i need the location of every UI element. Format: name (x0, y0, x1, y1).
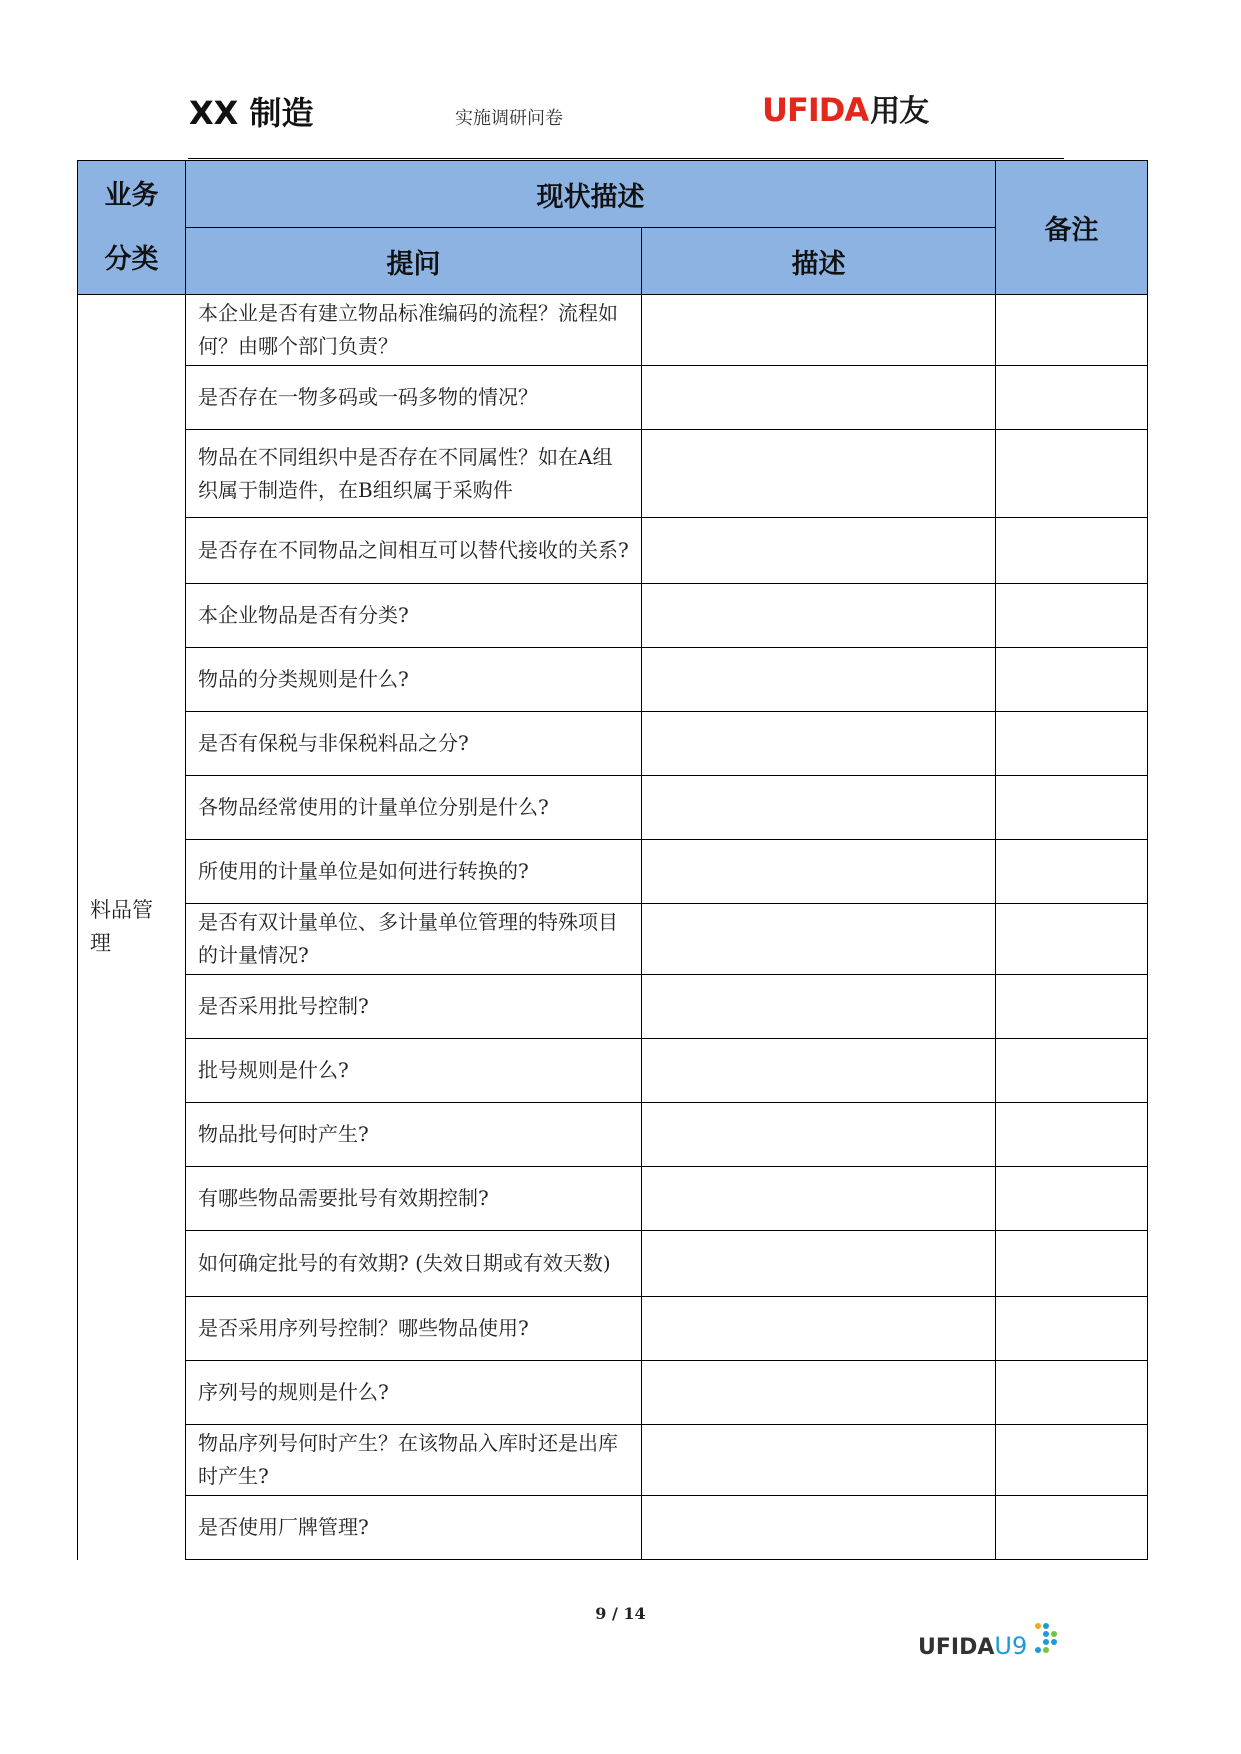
notes-cell[interactable] (996, 1103, 1148, 1167)
category-cell: 料品管理 (78, 295, 186, 1560)
notes-cell[interactable] (996, 1425, 1148, 1496)
description-cell[interactable] (642, 648, 996, 712)
question-cell: 如何确定批号的有效期? (失效日期或有效天数) (186, 1231, 642, 1297)
notes-cell[interactable] (996, 1361, 1148, 1425)
page-number: 9 / 14 (595, 1604, 646, 1623)
u9-logo-text: U9 (994, 1632, 1028, 1660)
document-title: XX 制造 (189, 94, 314, 132)
description-cell[interactable] (642, 430, 996, 518)
question-cell: 本企业是否有建立物品标准编码的流程？流程如何？由哪个部门负责？ (186, 295, 642, 366)
notes-cell[interactable] (996, 366, 1148, 430)
question-cell: 是否有双计量单位、多计量单位管理的特殊项目的计量情况? (186, 904, 642, 975)
notes-cell[interactable] (996, 776, 1148, 840)
description-cell[interactable] (642, 712, 996, 776)
question-cell: 有哪些物品需要批号有效期控制? (186, 1167, 642, 1231)
notes-cell[interactable] (996, 904, 1148, 975)
ufida-logo-cn: 用友 (870, 94, 929, 129)
description-cell[interactable] (642, 1231, 996, 1297)
u9-dots-icon (1034, 1622, 1064, 1656)
description-cell[interactable] (642, 975, 996, 1039)
question-cell: 本企业物品是否有分类? (186, 584, 642, 648)
description-cell[interactable] (642, 366, 996, 430)
document-subtitle: 实施调研问卷 (455, 108, 563, 129)
question-cell: 物品批号何时产生? (186, 1103, 642, 1167)
notes-cell[interactable] (996, 1167, 1148, 1231)
description-cell[interactable] (642, 295, 996, 366)
question-cell: 是否采用序列号控制？哪些物品使用? (186, 1297, 642, 1361)
description-cell[interactable] (642, 840, 996, 904)
notes-cell[interactable] (996, 1297, 1148, 1361)
question-cell: 是否采用批号控制? (186, 975, 642, 1039)
description-cell[interactable] (642, 1039, 996, 1103)
description-cell[interactable] (642, 904, 996, 975)
ufida-u9-logo (918, 1632, 1027, 1660)
header-current-status: 现状描述 (186, 161, 996, 228)
question-cell: 是否使用厂牌管理? (186, 1496, 642, 1560)
description-cell[interactable] (642, 1496, 996, 1560)
question-cell: 批号规则是什么? (186, 1039, 642, 1103)
question-cell: 所使用的计量单位是如何进行转换的? (186, 840, 642, 904)
description-cell[interactable] (642, 776, 996, 840)
ufida-logo-text: UFIDA (762, 91, 869, 129)
notes-cell[interactable] (996, 1039, 1148, 1103)
header-category (78, 161, 186, 295)
header-notes: 备注 (996, 161, 1148, 295)
survey-table (77, 160, 1148, 1560)
notes-cell[interactable] (996, 1231, 1148, 1297)
notes-cell[interactable] (996, 1496, 1148, 1560)
header-question: 提问 (186, 228, 642, 295)
description-cell[interactable] (642, 518, 996, 584)
question-cell: 物品的分类规则是什么? (186, 648, 642, 712)
header-category-line2: 分类 (104, 243, 159, 275)
ufida-u9-logo-text: UFIDA (918, 1635, 995, 1660)
header-divider (188, 158, 1064, 159)
question-cell: 是否存在不同物品之间相互可以替代接收的关系? (186, 518, 642, 584)
question-cell: 物品在不同组织中是否存在不同属性？如在A组织属于制造件，在B组织属于采购件 (186, 430, 642, 518)
description-cell[interactable] (642, 1297, 996, 1361)
description-cell[interactable] (642, 584, 996, 648)
notes-cell[interactable] (996, 712, 1148, 776)
notes-cell[interactable] (996, 295, 1148, 366)
notes-cell[interactable] (996, 975, 1148, 1039)
question-cell: 是否存在一物多码或一码多物的情况？ (186, 366, 642, 430)
description-cell[interactable] (642, 1167, 996, 1231)
notes-cell[interactable] (996, 584, 1148, 648)
notes-cell[interactable] (996, 430, 1148, 518)
question-cell: 是否有保税与非保税料品之分? (186, 712, 642, 776)
description-cell[interactable] (642, 1103, 996, 1167)
notes-cell[interactable] (996, 648, 1148, 712)
header-category-line1: 业务 (104, 179, 159, 211)
notes-cell[interactable] (996, 518, 1148, 584)
description-cell[interactable] (642, 1425, 996, 1496)
notes-cell[interactable] (996, 840, 1148, 904)
question-cell: 物品序列号何时产生？在该物品入库时还是出库时产生? (186, 1425, 642, 1496)
question-cell: 序列号的规则是什么? (186, 1361, 642, 1425)
header-description: 描述 (642, 228, 996, 295)
description-cell[interactable] (642, 1361, 996, 1425)
question-cell: 各物品经常使用的计量单位分别是什么? (186, 776, 642, 840)
ufida-logo (762, 86, 928, 130)
